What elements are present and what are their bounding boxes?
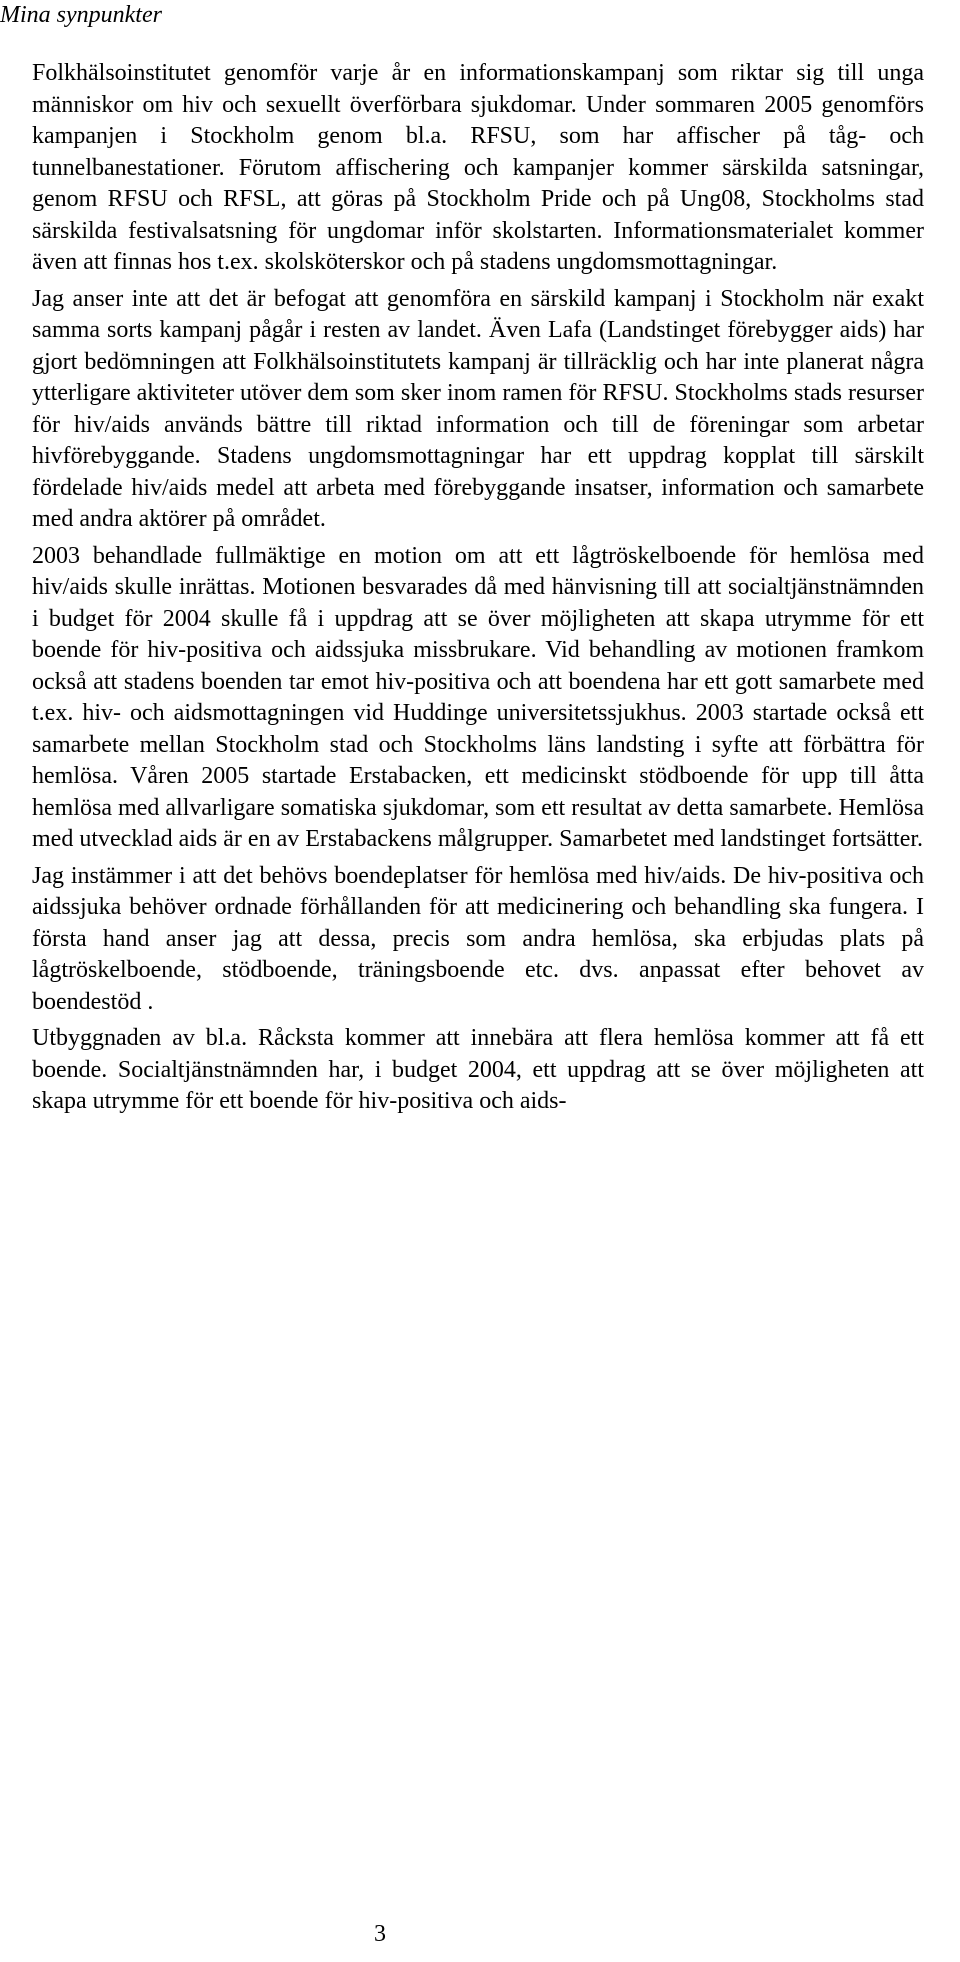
section-heading: Mina synpunkter — [0, 2, 162, 28]
paragraph-housing-agreement: Jag instämmer i att det behövs boendeplatser för hemlösa med hiv/aids. De hiv-positiva och aidssjuka behöver ordnade förhållanden för att medicinering och behandling ska fungera. I första hand anser jag att dessa, precis som andra hemlösa, ska erbjudas plats på lågtröskelboende, stödboende, träningsboende etc. dvs. anpassat efter behovet av boendestöd . — [32, 862, 924, 1015]
paragraph-racksta: Utbyggnaden av bl.a. Råcksta kommer att innebära att flera hemlösa kommer att få ett boende. Socialtjänstnämnden har, i budget 2004, ett uppdrag att se över möjligheten att skapa utrymme för ett boende för hiv-positiva och aids- — [32, 1025, 924, 1114]
page-number — [0, 1920, 960, 1948]
paragraph-housing-motion: 2003 behandlade fullmäktige en motion om att ett lågtröskelboende för hemlösa med hiv/aids skulle inrättas. Motionen besvarades då med hänvisning till att socialtjänstnämnden i budget för 2004 skulle få i uppdrag att se över möjligheten att skapa utrymme för ett boende för hiv-positiva och aidssjuka missbrukare. Vid behandling av motionen framkom också att stadens boenden tar emot hiv-positiva och att boendena har ett gott samarbete med t.ex. hiv- och aidsmottagningen vid Huddinge universitetssjukhus. 2003 startade också ett samarbete mellan Stockholm stad och Stockholms läns landsting i syfte att förbättra för hemlösa. Våren 2005 startade Erstabacken, ett medicinskt stödboende för upp till åtta hemlösa med allvarligare somatiska sjukdomar, som ett resultat av detta samarbete. Hemlösa med utvecklad aids är en av Erstabackens målgrupper. Samarbetet med landstinget fortsätter. — [32, 542, 924, 852]
paragraph-hiv-campaign: Folkhälsoinstitutet genomför varje år en informationskampanj som riktar sig till unga människor om hiv och sexuellt överförbara sjukdomar. Under sommaren 2005 genomförs kampanjen i Stockholm genom bl.a. RFSU, som har affischer på tåg- och tunnelbanestationer. Förutom affischering och kampanjer kommer särskilda satsningar, genom RFSU och RFSL, att göras på Stockholm Pride och på Ung08, Stockholms stad särskilda festivalsatsning för ungdomar inför skolstarten. Informationsmaterialet kommer även att finnas hos t.ex. skolsköterskor och på stadens ungdomsmottagningar. — [32, 60, 924, 275]
paragraph-campaign-opinion: Jag anser inte att det är befogat att genomföra en särskild kampanj i Stockholm när exakt samma sorts kampanj pågår i resten av landet. Även Lafa (Landstinget förebygger aids) har gjort bedömningen att Folkhälsoinstitutets kampanj är tillräcklig och har inte planerat några ytterligare aktiviteter utöver dem som sker inom ramen för RFSU. Stockholms stads resurser för hiv/aids används bättre till riktad information och till de föreningar som arbetar hivförebyggande. Stadens ungdomsmottagningar har ett uppdrag kopplat till särskilt fördelade hiv/aids medel att arbeta med förebyggande insatser, information och samarbete med andra aktörer på området. — [32, 285, 924, 532]
body-text — [32, 58, 924, 1123]
page-number-text: 3 — [374, 1921, 386, 1947]
